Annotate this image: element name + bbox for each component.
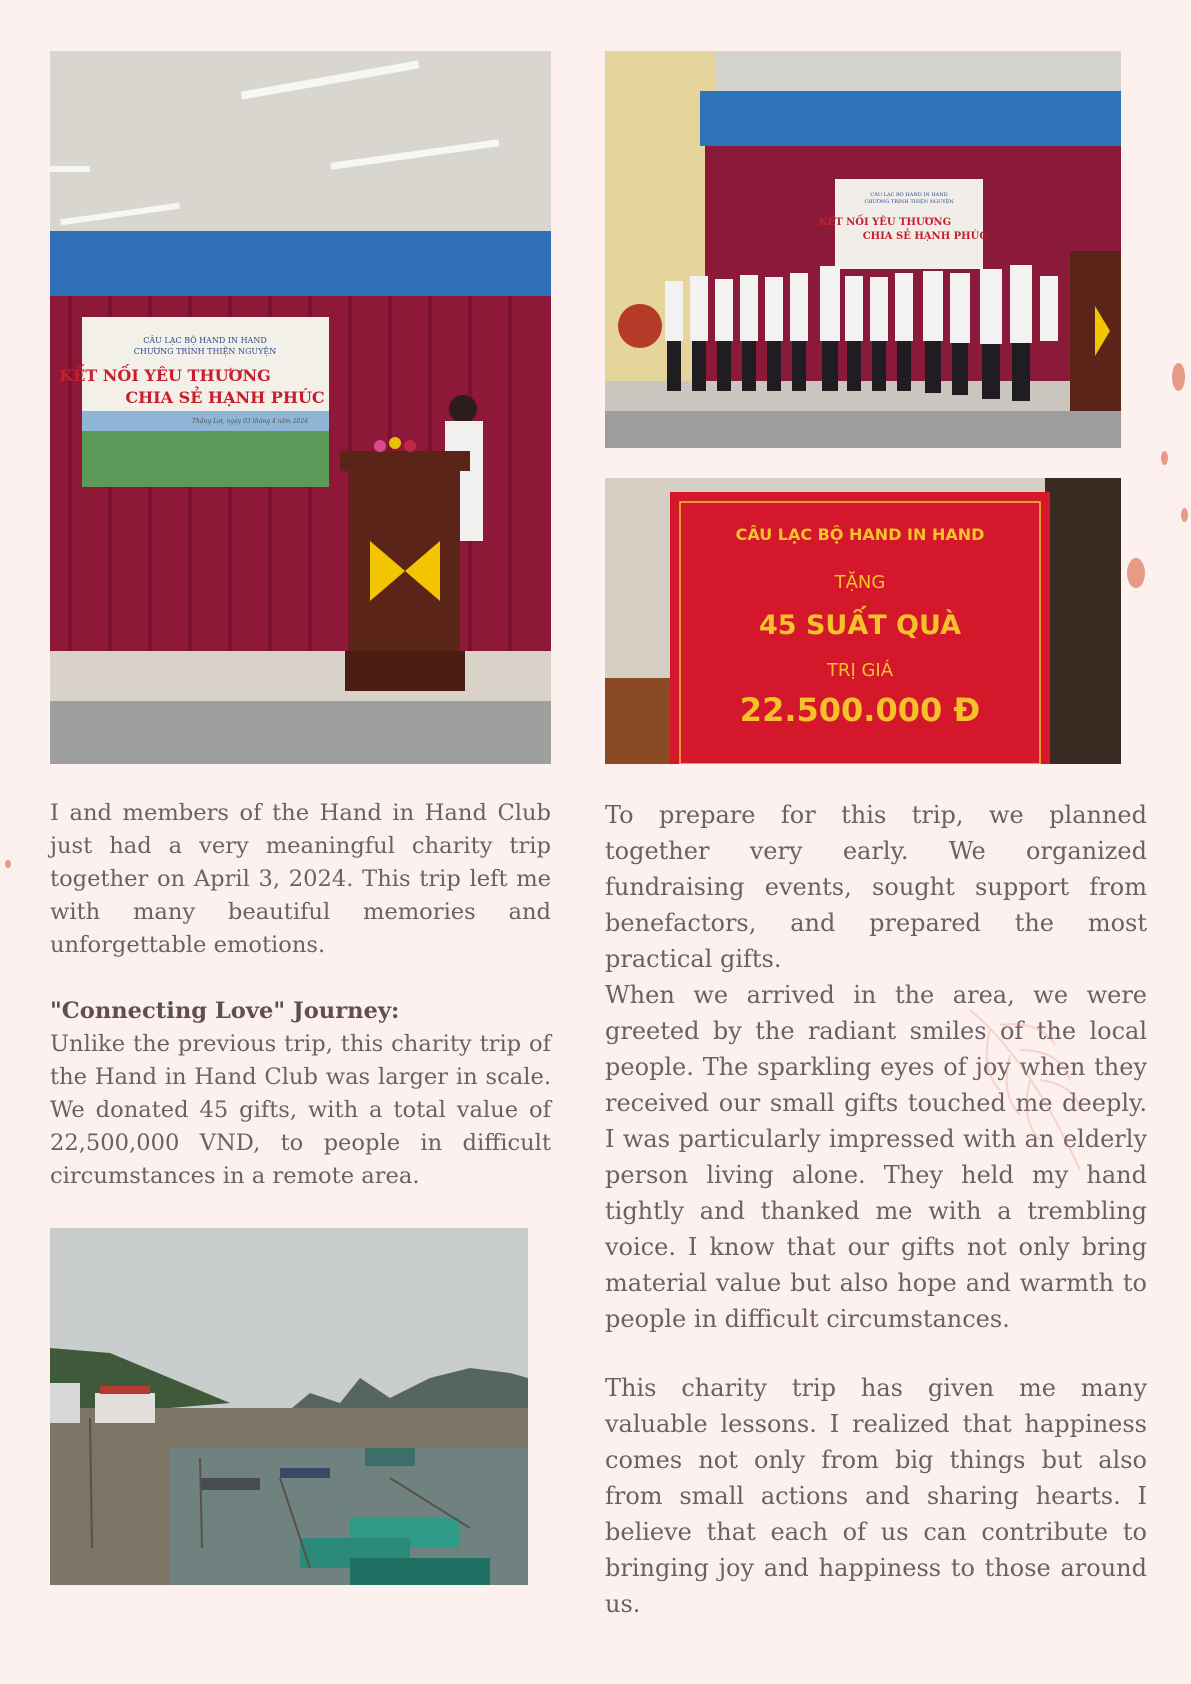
leaf-icon	[960, 1000, 1090, 1180]
group-sign-line1: CÂU LẠC BỘ HAND IN HAND	[870, 192, 948, 198]
photo-speech	[50, 51, 551, 764]
board-value-amount: 22.500.000 Đ	[739, 691, 981, 729]
right-column-text	[605, 797, 1147, 1622]
board-gift-count: 45 SUẤT QUÀ	[759, 610, 961, 641]
decorative-dot	[1127, 558, 1145, 588]
photo-fishing-village	[50, 1228, 528, 1585]
lessons-paragraph: This charity trip has given me many valuable lessons. I realized that happiness comes not only from big things but also from small actions and sharing hearts. I believe that each of us can contribute to bringing joy and happiness to those around us.	[605, 1374, 1147, 1618]
arrival-paragraph: When we arrived in the area, we were greeted by the radiant smiles of the local people. The sparkling eyes of joy when they received our small gifts touched me deeply. I was particularly impressed with an elderly person living alone. They held my hand tightly and thanked me with a trembling voice. I know that our gifts not only bring material value but also hope and warmth to people in difficult circumstances.	[605, 981, 1147, 1333]
speech-sign-date: Thắng Lợi, ngày 03 tháng 4 năm 2024	[191, 418, 309, 425]
group-sign-title1: KẾT NỐI YÊU THƯƠNG	[818, 217, 952, 228]
journey-paragraph: Unlike the previous trip, this charity trip of the Hand in Hand Club was larger in scale. We donated 45 gifts, with a total value of 22,500,000 VND, to people in difficult circumstances in a remote area.	[50, 1031, 551, 1189]
photo-group	[605, 51, 1121, 448]
speech-sign-line2: CHƯƠNG TRÌNH THIỆN NGUYỆN	[133, 347, 277, 356]
decorative-dot	[1172, 363, 1185, 391]
speech-sign-title1: KẾT NỐI YÊU THƯƠNG	[59, 366, 271, 385]
speech-sign-title2: CHIA SẺ HẠNH PHÚC	[125, 388, 325, 407]
board-club-name: CÂU LẠC BỘ HAND IN HAND	[735, 525, 985, 544]
board-give-label: TẶNG	[834, 572, 886, 593]
decorative-dot	[5, 860, 11, 868]
board-value-label: TRỊ GIÁ	[826, 660, 894, 681]
decorative-dot	[1161, 451, 1168, 465]
group-sign-line2: CHƯƠNG TRÌNH THIỆN NGUYỆN	[864, 199, 954, 205]
decorative-dot	[1181, 508, 1188, 522]
preparation-paragraph: To prepare for this trip, we planned together very early. We organized fundraising events, sought support from benefactors, and prepared the most practical gifts.	[605, 801, 1147, 973]
journey-heading: "Connecting Love" Journey:	[50, 998, 400, 1024]
speech-sign-line1: CÂU LẠC BỘ HAND IN HAND	[143, 336, 267, 345]
photo-donation-board	[605, 478, 1121, 764]
left-column-text	[50, 797, 551, 1193]
intro-paragraph: I and members of the Hand in Hand Club just had a very meaningful charity trip together on April 3, 2024. This trip left me with many beautiful memories and unforgettable emotions.	[50, 800, 551, 958]
group-sign-title2: CHIA SẺ HẠNH PHÚC	[862, 231, 988, 242]
